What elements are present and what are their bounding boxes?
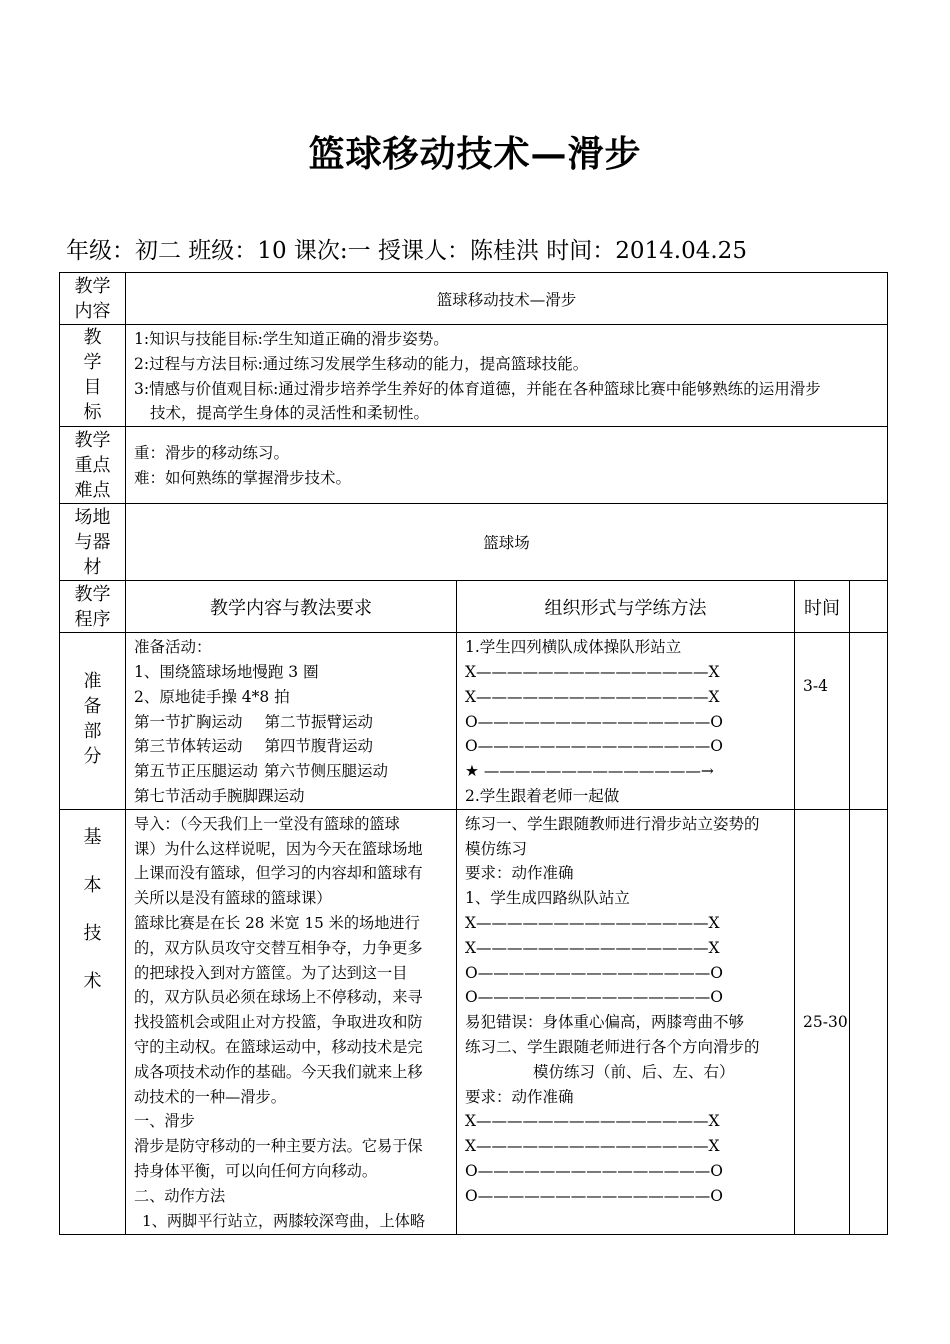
goal-item: 3:情感与价值观目标:通过滑步培养学生养好的体育道德，并能在各种篮球比赛中能够熟练的运用滑步 xyxy=(134,379,821,398)
column-header-organization: 组织形式与学练方法 xyxy=(457,581,795,633)
column-header-time: 时间 xyxy=(795,581,850,633)
basic-label: 基本技术 xyxy=(60,809,126,1234)
extra-empty-cell xyxy=(850,809,888,1234)
basic-org-line: 要求：动作准确 xyxy=(465,1087,574,1106)
formation-line: X———————————————X xyxy=(465,1112,720,1131)
prep-content-line: 第七节活动手腕脚踝运动 xyxy=(134,786,305,805)
procedure-label: 教学程序 xyxy=(60,581,126,633)
goal-item: 技术，提高学生身体的灵活性和柔韧性。 xyxy=(150,404,430,423)
basic-org-line: 要求：动作准确 xyxy=(465,864,574,883)
venue-row xyxy=(60,504,888,581)
prep-org-line: 1.学生四列横队成体操队形站立 xyxy=(465,638,682,657)
formation-line: O———————————————O xyxy=(465,963,723,982)
basic-content-line: 的，双方队员攻守交替互相争夺，力争更多 xyxy=(134,938,423,957)
formation-line: X———————————————X xyxy=(465,687,720,706)
formation-line: O———————————————O xyxy=(465,988,723,1007)
prep-organization xyxy=(457,633,795,810)
basic-content-line: 滑步是防守移动的一种主要方法。它易于保 xyxy=(134,1137,423,1156)
key-points-row xyxy=(60,427,888,504)
basic-content-line: 的把球投入到对方篮筐。为了达到这一目 xyxy=(134,963,408,982)
key-point-item: 难：如何熟练的掌握滑步技术。 xyxy=(134,468,352,487)
basic-content-line: 关所以是没有篮球的篮球课） xyxy=(134,889,332,908)
prep-row xyxy=(60,633,888,810)
basic-org-line: 易犯错误：身体重心偏高，两膝弯曲不够 xyxy=(465,1013,745,1032)
prep-content xyxy=(126,633,457,810)
formation-line: X———————————————X xyxy=(465,938,720,957)
procedure-header-row xyxy=(60,581,888,633)
prep-org-line: 2.学生跟着老师一起做 xyxy=(465,786,620,805)
basic-content-line: 一、滑步 xyxy=(134,1112,195,1131)
basic-content-line: 导入：（今天我们上一堂没有篮球的篮球 xyxy=(134,814,400,833)
key-points-label: 教学重点难点 xyxy=(60,427,126,504)
content-label: 教学内容 xyxy=(60,273,126,325)
basic-org-line: 模仿练习（前、后、左、右） xyxy=(533,1062,735,1081)
goals-label: 教学目标 xyxy=(60,325,126,427)
basic-time: 25-30 xyxy=(795,809,850,1234)
class-info-line: 年级：初二 班级：10 课次:一 授课人：陈桂洪 时间：2014.04.25 xyxy=(66,238,747,264)
basic-content-line: 持身体平衡，可以向任何方向移动。 xyxy=(134,1161,377,1180)
basic-org-line: 模仿练习 xyxy=(465,839,528,858)
document-title: 篮球移动技术—滑步 xyxy=(308,133,642,175)
goal-item: 1:知识与技能目标:学生知道正确的滑步姿势。 xyxy=(134,330,449,348)
basic-org-line: 练习二、学生跟随老师进行各个方向滑步的 xyxy=(465,1037,760,1056)
basic-content-line: 动技术的一种—滑步。 xyxy=(134,1087,286,1106)
prep-time: 3-4 xyxy=(795,633,850,810)
venue-label: 场地与器材 xyxy=(60,504,126,581)
basic-row xyxy=(60,809,888,1234)
prep-content-line: 第五节正压腿运动 第六节侧压腿运动 xyxy=(134,762,389,781)
formation-line: X———————————————X xyxy=(465,913,720,932)
basic-content-line: 成各项技术动作的基础。今天我们就来上移 xyxy=(134,1062,423,1081)
key-points-list xyxy=(126,427,888,504)
basic-content-line: 课）为什么这样说呢，因为今天在篮球场地 xyxy=(134,839,423,858)
formation-line: X———————————————X xyxy=(465,1137,720,1156)
basic-content-line: 1、两脚平行站立，两膝较深弯曲，上体略 xyxy=(142,1211,426,1230)
prep-content-line: 2、原地徒手操 4*8 拍 xyxy=(134,687,290,706)
formation-line: O———————————————O xyxy=(465,1186,723,1205)
key-point-item: 重：滑步的移动练习。 xyxy=(134,444,290,463)
prep-content-line: 准备活动： xyxy=(134,638,212,657)
prep-content-line: 第三节体转运动 第四节腹背运动 xyxy=(134,737,374,756)
prep-label: 准备部分 xyxy=(60,633,126,810)
basic-content xyxy=(126,809,457,1234)
basic-org-line: 1、学生成四路纵队站立 xyxy=(465,889,630,908)
basic-content-line: 上课而没有篮球，但学习的内容却和篮球有 xyxy=(134,864,423,883)
prep-content-line: 第一节扩胸运动 第二节振臂运动 xyxy=(134,712,374,731)
basic-content-line: 找投篮机会或阻止对方投篮，争取进攻和防 xyxy=(134,1013,423,1032)
basic-content-line: 篮球比赛是在长 28 米宽 15 米的场地进行 xyxy=(134,913,420,932)
extra-empty-cell xyxy=(850,581,888,633)
formation-line: O———————————————O xyxy=(465,737,723,756)
basic-org-line: 练习一、学生跟随教师进行滑步站立姿势的 xyxy=(465,814,760,833)
goals-row xyxy=(60,325,888,427)
basic-content-line: 的，双方队员必须在球场上不停移动，来寻 xyxy=(134,988,423,1007)
teacher-arrow-line: ★ ——————————————→ xyxy=(465,762,714,781)
formation-line: X———————————————X xyxy=(465,662,720,681)
formation-line: O———————————————O xyxy=(465,712,723,731)
column-header-content: 教学内容与教法要求 xyxy=(126,581,457,633)
extra-empty-cell xyxy=(850,633,888,810)
basic-organization xyxy=(457,809,795,1234)
basic-content-line: 守的主动权。在篮球运动中，移动技术是完 xyxy=(134,1037,423,1056)
content-row xyxy=(60,273,888,325)
basic-content-line: 二、动作方法 xyxy=(134,1186,226,1205)
content-value: 篮球移动技术—滑步 xyxy=(126,273,888,325)
lesson-plan-table xyxy=(59,272,888,1235)
prep-content-line: 1、围绕篮球场地慢跑 3 圈 xyxy=(134,662,319,681)
goal-item: 2:过程与方法目标:通过练习发展学生移动的能力，提高篮球技能。 xyxy=(134,354,589,373)
goals-list xyxy=(126,325,888,427)
formation-line: O———————————————O xyxy=(465,1161,723,1180)
venue-value: 篮球场 xyxy=(126,504,888,581)
